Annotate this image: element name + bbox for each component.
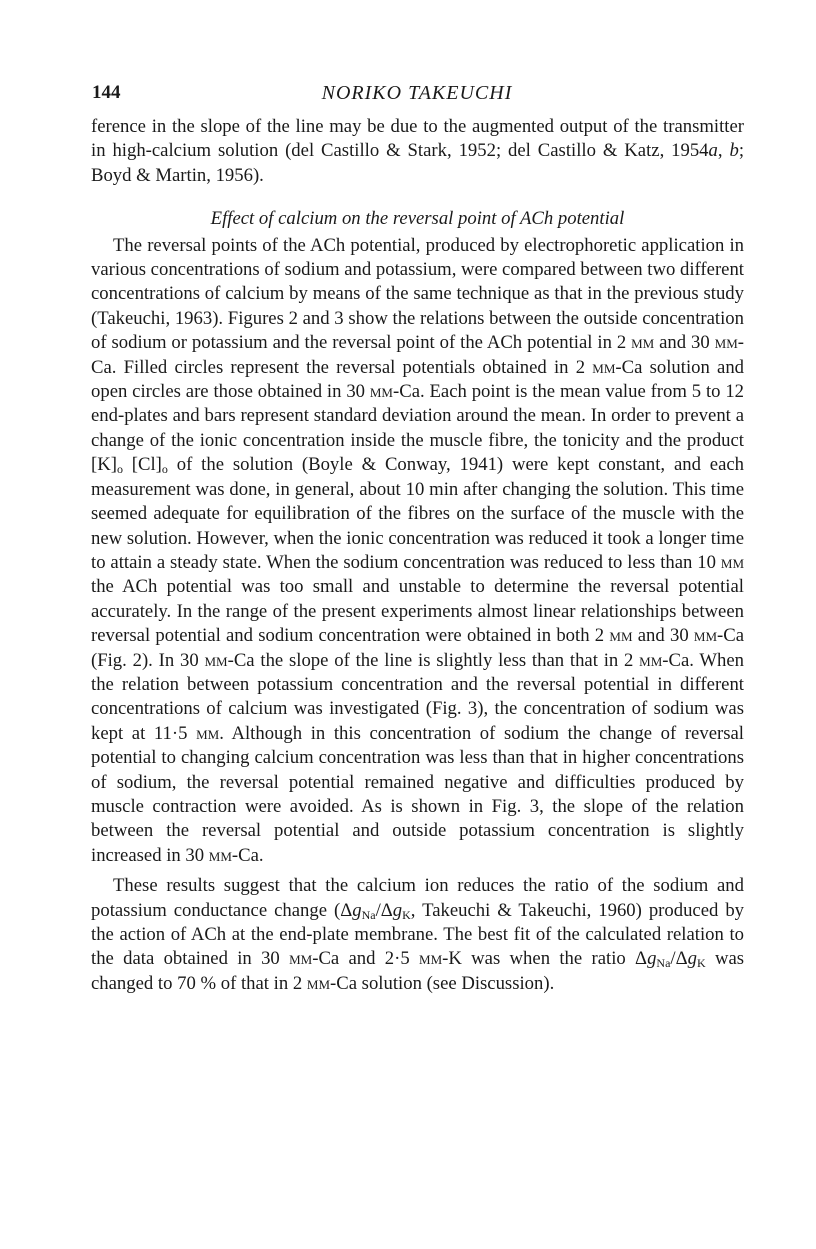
section-heading: Effect of calcium on the reversal point of ACh potential: [210, 208, 625, 230]
running-title: NORIKO TAKEUCHI: [321, 82, 513, 104]
paragraph-results: These results suggest that the calcium ion reduces the ratio of the sodium and potassium conductance change ($\Delta g_{Na}/\Delta g_K$, Takeuchi & Takeuchi, 1960) produced by the action of ACh at the end-plate membrane. The best fit of the calculated relation to the data obtained in 30 mm-Ca and 2·5 mm-K was when the ratio $\Delta g_{Na}/\Delta g_K$ was changed to 70 % of that in 2 mm-Ca solution (see Discussion).: [91, 875, 745, 994]
body-text: [91, 115, 744, 996]
paragraph-continued: ference in the slope of the line may be due to the augmented output of the transmitter in high-calcium solution (del Castillo & Stark, 1952; del Castillo & Katz, 1954a, b; Boyd & Martin, 1956).: [91, 116, 745, 186]
paragraph-reversal-points: The reversal points of the ACh potential, produced by electrophoretic application in various concentrations of sodium and potassium, were compared between two different concentrations of calcium by means of the same technique as that in the previous study (Takeuchi, 1963). Figures 2 and 3 show the relations between the outside concentration of sodium or potassium and the reversal point of the ACh potential in 2 mm and 30 mm-Ca. Filled circles represent the reversal potentials obtained in 2 mm-Ca solution and open circles are those obtained in 30 mm-Ca. Each point is the mean value from 5 to 12 end-plates and bars represent standard deviation around the mean. In order to prevent a change of the ionic concentration inside the muscle fibre, the tonicity and the product $[K]_o$ $[Cl]_o$ of the solution (Boyle & Conway, 1941) were kept constant, and each measurement was done, in general, about 10 min after changing the solution. This time seemed adequate for equilibration of the fibres on the surface of the muscle with the new solution. However, when the ionic concentration was reduced it took a longer time to attain a steady state. When the sodium concentration was reduced to less than 10 mm the ACh potential was too small and unstable to determine the reversal potential accurately. In the range of the present experiments almost linear relationships between reversal potential and sodium concentration were obtained in both 2 mm and 30 mm-Ca (Fig. 2). In 30 mm-Ca the slope of the line is slightly less than that in 2 mm-Ca. When the relation between potassium concentration and the reversal potential in different concentrations of calcium was investigated (Fig. 3), the concentration of sodium was kept at 11·5 mm. Although in this concentration of sodium the change of reversal potential to changing calcium concentration was less than that in higher concentrations of sodium, the reversal potential remained negative and difficulties produced by muscle contraction were avoided. As is shown in Fig. 3, the slope of the relation between the reversal potential and outside potassium concentration is slightly increased in 30 mm-Ca.: [91, 234, 745, 866]
page-number: 144: [92, 82, 121, 103]
page-header: [92, 82, 742, 110]
